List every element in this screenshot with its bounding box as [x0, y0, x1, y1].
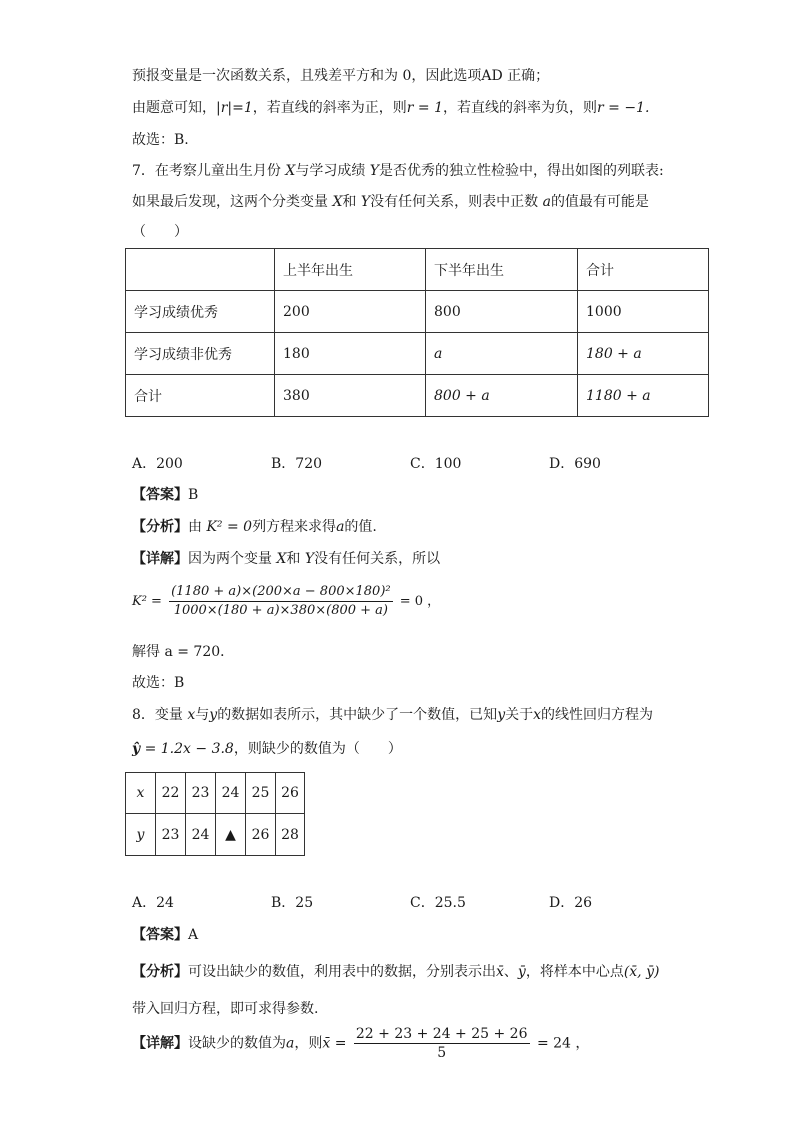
analysis-tag: 【分析】 — [132, 519, 188, 535]
q7-contingency-table — [125, 248, 709, 417]
table-cell: 23 — [186, 773, 216, 814]
q7-stem-line-1: 7．在考察儿童出生月份 X与学习成绩 Y是否优秀的独立性检验中，得出如图的列联表: — [132, 163, 664, 179]
q8-option-b: B．25 — [271, 895, 314, 911]
detail-tag: 【详解】 — [132, 1035, 188, 1052]
q8-option-d: D．26 — [549, 895, 593, 911]
table-cell: 1180 + a — [578, 375, 709, 417]
table-cell: 学习成绩非优秀 — [126, 333, 275, 375]
q8-detail: 【详解】设缺少的数值为a，则x̄ = $\frac{22 + 23 + 24 + 25 + 26}{5}$ = 24 ， — [132, 1026, 590, 1061]
q7-analysis: 【分析】由 K² = 0列方程来求得a的值. — [132, 519, 377, 535]
table-cell: 合计 — [578, 249, 709, 291]
table-cell: 380 — [275, 375, 426, 417]
q8-option-c: C．25.5 — [410, 895, 466, 911]
q8-data-table — [125, 772, 305, 856]
table-row — [126, 375, 709, 417]
table-cell: 1000 — [578, 291, 709, 333]
q8-option-a: A．24 — [132, 895, 174, 911]
analysis-tag: 【分析】 — [132, 964, 188, 980]
q7-stem-line-2: 如果最后发现，这两个分类变量 X和 Y没有任何关系，则表中正数 a的值最有可能是 — [132, 194, 649, 210]
table-row — [126, 773, 305, 814]
intro-line-1: 预报变量是一次函数关系，且残差平方和为 0，因此选项AD 正确； — [132, 68, 550, 84]
detail-tag: 【详解】 — [132, 551, 188, 567]
table-cell: 200 — [275, 291, 426, 333]
q7-option-b: B．720 — [271, 456, 323, 472]
table-cell: 800 + a — [426, 375, 578, 417]
table-row — [126, 333, 709, 375]
q8-stem-line-2: ŷ = 1.2x − 3.8，则缺少的数值为（ ） — [132, 741, 402, 757]
q8-answer: 【答案】A — [132, 927, 199, 943]
answer-tag: 【答案】 — [132, 927, 188, 943]
q7-answer: 【答案】B — [132, 487, 199, 503]
table-cell: x — [126, 773, 156, 814]
table-cell — [126, 249, 275, 291]
table-cell: 28 — [276, 814, 305, 856]
table-row — [126, 249, 709, 291]
q7-formula: K² = $\frac{\text{(1180 + a)×(200×a − 800×180)²}}{1000\times(180 + a)\times 380\times(800 + a)}$ = 0 ， — [132, 584, 441, 618]
q7-option-a: A．200 — [132, 456, 183, 472]
q7-detail: 【详解】因为两个变量 X和 Y没有任何关系，所以 — [132, 551, 441, 567]
q7-paren: （ ） — [132, 224, 188, 240]
table-cell: 22 — [156, 773, 186, 814]
q8-analysis-line-2: 带入回归方程，即可求得参数. — [132, 1001, 319, 1017]
intro-line-3: 故选：B. — [132, 132, 189, 148]
table-cell: 下半年出生 — [426, 249, 578, 291]
formula-fraction: $\frac{\text{(1180 + a)×(200×a − 800×180)²}}{1000\times(180 + a)\times 380\times(800 + a)}$ — [171, 584, 391, 618]
q7-solve: 解得 a = 720． — [132, 644, 235, 660]
table-cell: 24 — [216, 773, 246, 814]
intro-line-2: 由题意可知，|r|=1，若直线的斜率为正，则r = 1，若直线的斜率为负，则r = −1. — [132, 100, 650, 116]
table-cell: 180 + a — [578, 333, 709, 375]
q8-analysis-line-1: 【分析】可设出缺少的数值，利用表中的数据，分别表示出x̄、ȳ，将样本中心点(x̄, ȳ) — [132, 964, 660, 980]
q7-option-d: D．690 — [549, 456, 601, 472]
answer-tag: 【答案】 — [132, 487, 188, 503]
missing-value-marker: ▲ — [216, 814, 246, 856]
table-cell: 学习成绩优秀 — [126, 291, 275, 333]
table-cell: 上半年出生 — [275, 249, 426, 291]
q7-choose: 故选：B — [132, 675, 185, 691]
table-row — [126, 291, 709, 333]
q7-option-c: C．100 — [410, 456, 462, 472]
table-cell: 合计 — [126, 375, 275, 417]
table-cell: 23 — [156, 814, 186, 856]
table-cell: 25 — [246, 773, 276, 814]
mean-fraction: $\frac{22 + 23 + 24 + 25 + 26}{5}$ — [355, 1026, 528, 1061]
table-cell: a — [426, 333, 578, 375]
table-cell: 26 — [276, 773, 305, 814]
q8-stem-line-1: 8．变量 x与y的数据如表所示，其中缺少了一个数值，已知y关于x的线性回归方程为 — [132, 707, 654, 723]
table-cell: 800 — [426, 291, 578, 333]
table-cell: 180 — [275, 333, 426, 375]
table-cell: 26 — [246, 814, 276, 856]
table-row — [126, 814, 305, 856]
table-cell: 24 — [186, 814, 216, 856]
table-cell: y — [126, 814, 156, 856]
